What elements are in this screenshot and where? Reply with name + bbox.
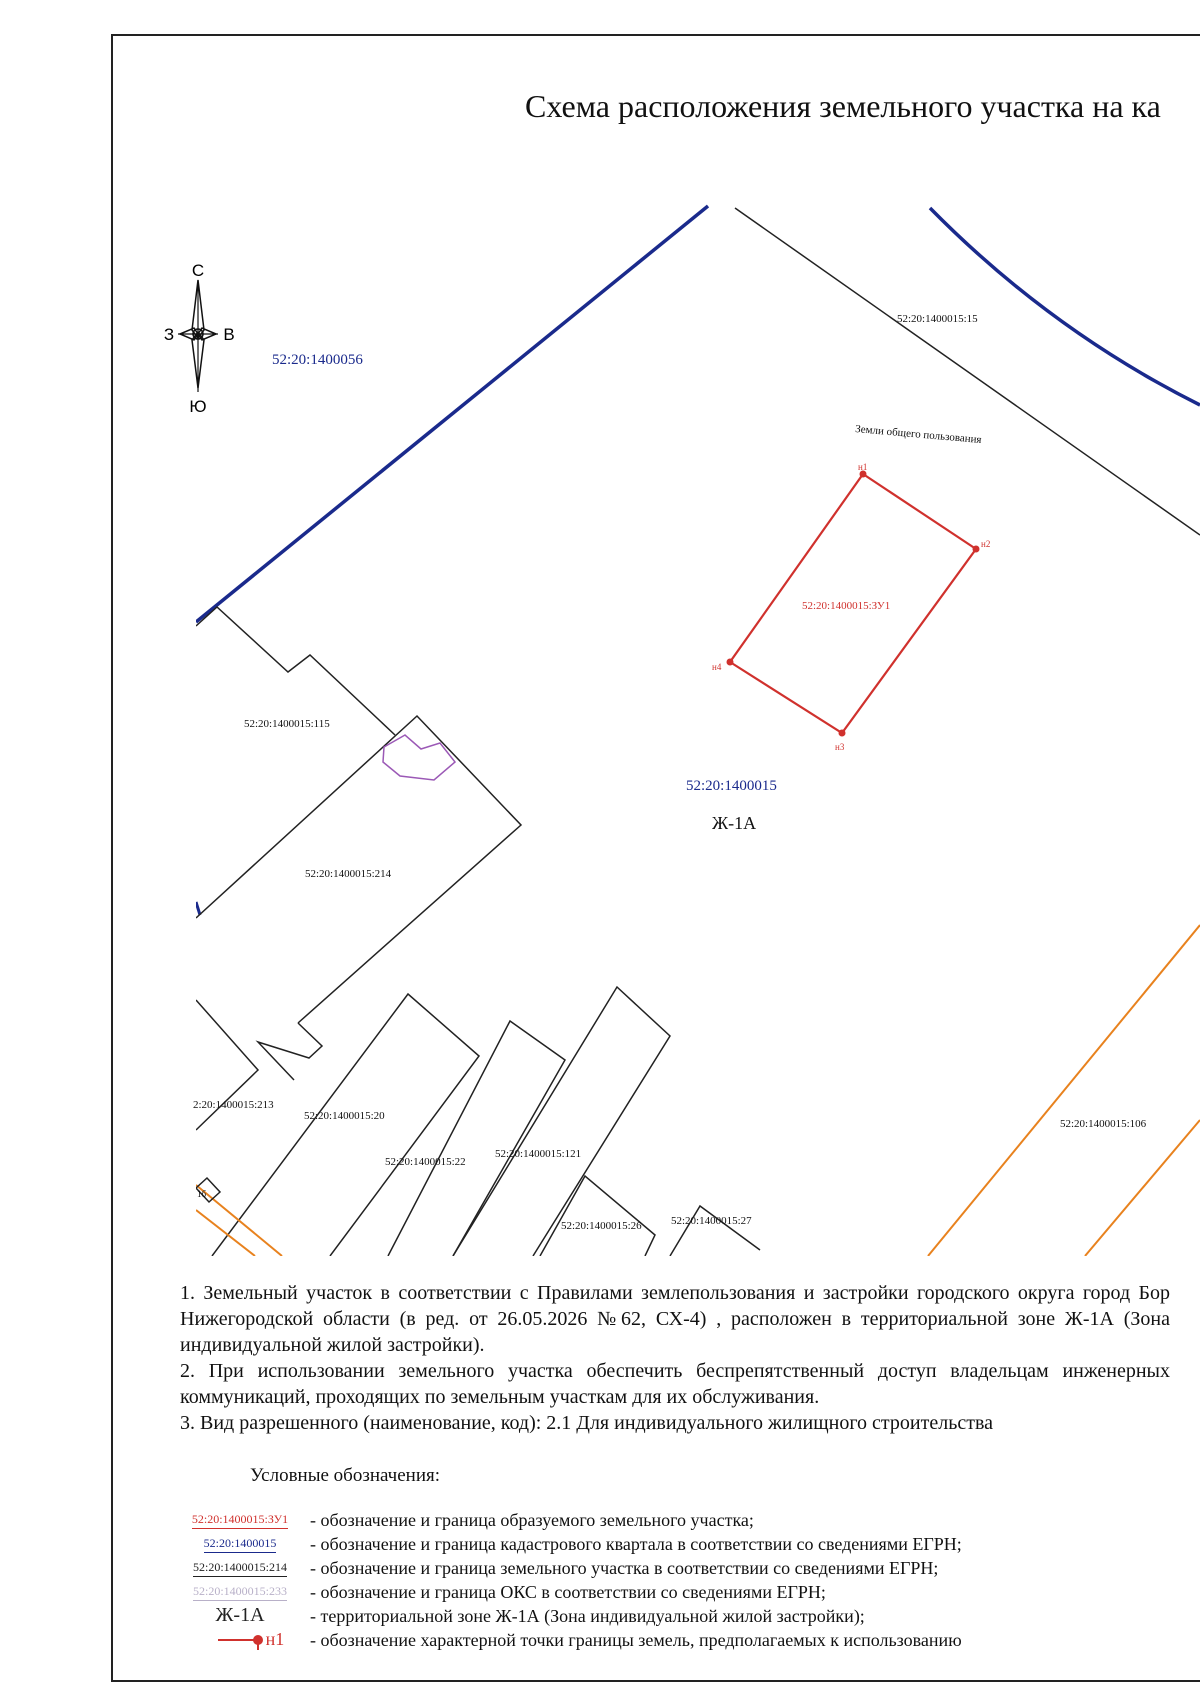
quarter-15-label: 52:20:1400015 — [686, 778, 777, 794]
legend-text: - обозначение и граница кадастрового квартала в соответствии со сведениями ЕГРН; — [310, 1533, 962, 1554]
legend-row — [180, 1508, 1180, 1532]
compass-west-label: З — [163, 325, 175, 344]
parcel-214-label: 52:20:1400015:214 — [305, 868, 392, 880]
point-n4-marker — [727, 659, 734, 666]
small-parcel-label: 1б — [197, 1189, 207, 1199]
note-2: 2. При использовании земельного участка обеспечить беспрепятственный доступ владельцам инженерных коммуникаций, проходящих по земельным участкам для их обслуживания. — [180, 1360, 1170, 1408]
page-title: Схема расположения земельного участка на ка — [525, 88, 1161, 124]
legend-text: - территориальной зоне Ж-1А (Зона индивидуальной жилой застройки); — [310, 1605, 865, 1626]
note-3: 3. Вид разрешенного (наименование, код): 2.1 Для индивидуального жилищного строительства — [180, 1412, 993, 1434]
parcel-106-label: 52:20:1400015:106 — [1060, 1118, 1147, 1130]
legend-symbol-zone: Ж-1А — [215, 1604, 265, 1626]
oks-boundary — [383, 735, 455, 780]
point-n3-marker — [839, 730, 846, 737]
zone-boundary-line — [196, 1210, 255, 1256]
public-land-boundary — [735, 208, 1200, 535]
point-n4-label: н4 — [712, 662, 722, 672]
legend-text: - обозначение и граница земельного участка в соответствии со сведениями ЕГРН; — [310, 1557, 939, 1578]
parcel-115-label: 52:20:1400015:115 — [244, 718, 330, 730]
legend-symbol-quarter: 52:20:1400015 — [204, 1536, 277, 1553]
parcel-121-label: 52:20:1400015:121 — [495, 1148, 582, 1160]
legend-symbol-new-parcel: 52:20:1400015:ЗУ1 — [192, 1512, 288, 1529]
compass-north-label: С — [191, 261, 205, 280]
legend-row — [180, 1604, 1180, 1628]
public-lands-label: Земли общего пользования — [854, 423, 983, 447]
point-n2-marker — [973, 546, 980, 553]
parcel-boundary — [258, 1023, 322, 1080]
parcel-115-boundary — [196, 607, 395, 735]
zone-boundary-line — [928, 925, 1200, 1256]
legend-symbol-point: н1 — [265, 1629, 285, 1649]
compass-south-label: Ю — [189, 397, 207, 416]
legend-row — [180, 1532, 1180, 1556]
zone-boundary-line — [1085, 1120, 1200, 1256]
legend-text: - обозначение характерной точки границы земель, предполагаемых к использованию — [310, 1629, 962, 1650]
parcel-121-boundary — [453, 987, 670, 1256]
parcel-15-label: 52:20:1400015:15 — [897, 313, 978, 325]
quarter-56-label: 52:20:1400056 — [272, 352, 363, 368]
legend-row — [180, 1628, 1180, 1652]
parcel-20-label: 52:20:1400015:20 — [304, 1110, 385, 1122]
note-1: 1. Земельный участок в соответствии с Правилами землепользования и застройки городского округа город Бор Нижегородской области (в ред. от 26.05.2026 №62, СХ-4) , расположен в территориальной зоне Ж-1А (Зона индивидуальной жилой застройки). — [180, 1282, 1170, 1356]
parcel-27-boundary — [670, 1206, 760, 1256]
parcel-20-boundary — [212, 994, 479, 1256]
legend-text: - обозначение и граница ОКС в соответствии со сведениями ЕГРН; — [310, 1581, 826, 1602]
compass-rose — [178, 280, 218, 392]
legend-row — [180, 1580, 1180, 1604]
point-n1-label: н1 — [858, 462, 868, 472]
parcel-22-boundary — [388, 1021, 565, 1256]
parcel-213-label: 2:20:1400015:213 — [193, 1099, 274, 1111]
point-n2-label: н2 — [981, 539, 991, 549]
legend-symbol-parcel: 52:20:1400015:214 — [193, 1560, 287, 1577]
parcel-27-label: 52:20:1400015:27 — [671, 1215, 752, 1227]
legend-text: - обозначение и граница образуемого земельного участка; — [310, 1509, 754, 1530]
quarter-boundary-line — [196, 902, 200, 915]
compass-east-label: В — [223, 325, 235, 344]
legend — [180, 1508, 1180, 1652]
point-n3-label: н3 — [835, 742, 845, 752]
parcel-26-label: 52:20:1400015:26 — [561, 1220, 642, 1232]
quarter-boundary-line — [196, 206, 708, 622]
notes-block — [180, 1280, 1170, 1436]
quarter-boundary-line — [930, 208, 1200, 405]
new-parcel-label: 52:20:1400015:ЗУ1 — [802, 600, 891, 612]
legend-symbol-oks: 52:20:1400015:233 — [193, 1584, 287, 1601]
legend-row — [180, 1556, 1180, 1580]
legend-title: Условные обозначения: — [250, 1465, 441, 1486]
zone-label: Ж-1А — [712, 813, 757, 833]
parcel-22-label: 52:20:1400015:22 — [385, 1156, 466, 1168]
